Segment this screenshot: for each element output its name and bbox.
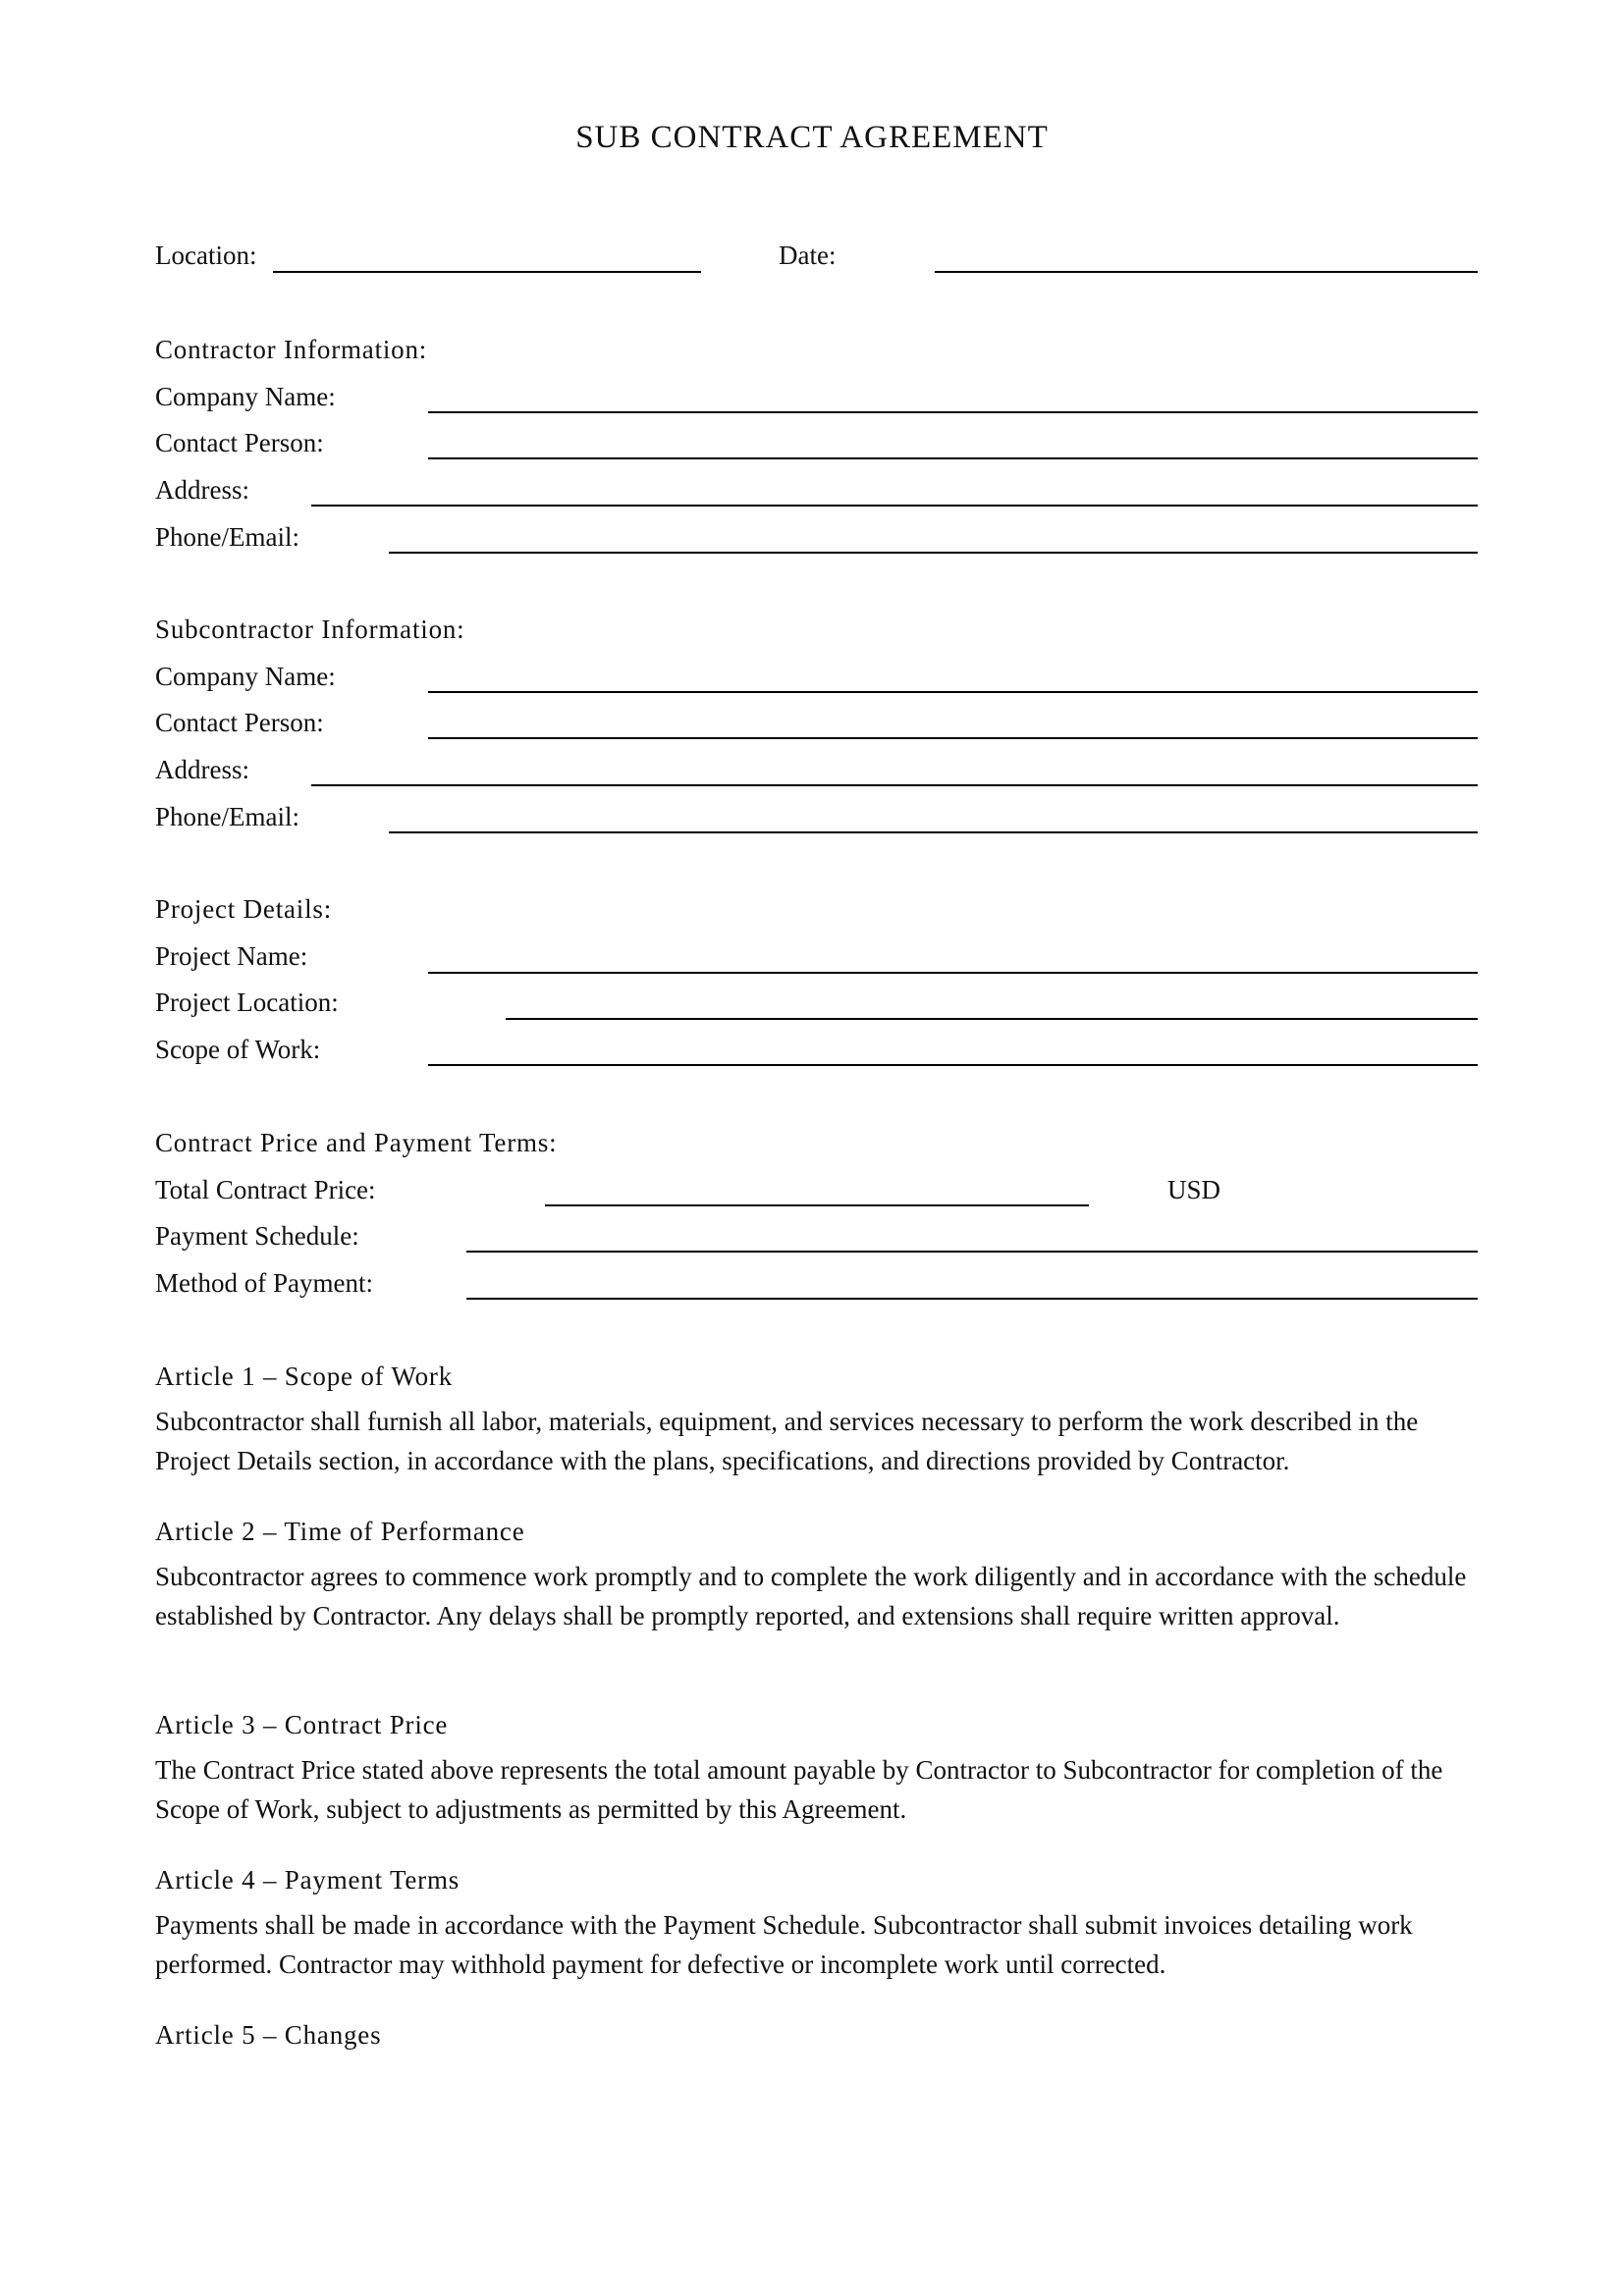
article-5-heading: Article 5 – Changes (155, 2020, 382, 2050)
date-label: Date: (779, 240, 837, 270)
contractor-phone-field[interactable] (389, 552, 1478, 554)
contractor-heading: Contractor Information: (155, 335, 428, 364)
subcontractor-contact-label: Contact Person: (155, 708, 324, 737)
article-4-heading: Article 4 – Payment Terms (155, 1865, 460, 1895)
payment-schedule-field[interactable] (466, 1251, 1478, 1253)
contractor-address-label: Address: (155, 475, 249, 505)
article-2-body: Subcontractor agrees to commence work promptly and to complete the work diligently and in accordance with the schedule established by Contractor. Any delays shall be promptly reported, and extensions shall require written approval. (155, 1562, 1467, 1630)
total-price-label: Total Contract Price: (155, 1175, 376, 1204)
document-title: SUB CONTRACT AGREEMENT (575, 120, 1049, 155)
contractor-contact-label: Contact Person: (155, 428, 324, 457)
project-location-field[interactable] (506, 1018, 1478, 1020)
payment-method-label: Method of Payment: (155, 1268, 373, 1298)
article-2-heading: Article 2 – Time of Performance (155, 1517, 525, 1546)
payment-method-field[interactable] (466, 1298, 1478, 1300)
contractor-address-field[interactable] (311, 505, 1478, 507)
article-3-heading: Article 3 – Contract Price (155, 1710, 449, 1739)
subcontractor-contact-field[interactable] (428, 737, 1478, 739)
contractor-company-field[interactable] (428, 411, 1478, 413)
subcontractor-company-field[interactable] (428, 691, 1478, 693)
contractor-phone-label: Phone/Email: (155, 522, 299, 552)
project-heading: Project Details: (155, 894, 333, 924)
date-field[interactable] (935, 271, 1478, 273)
currency-label: USD (1167, 1175, 1221, 1204)
subcontractor-heading: Subcontractor Information: (155, 614, 465, 644)
article-1-heading: Article 1 – Scope of Work (155, 1362, 454, 1391)
total-price-field[interactable] (545, 1204, 1089, 1206)
subcontractor-company-label: Company Name: (155, 662, 336, 691)
article-1-body: Subcontractor shall furnish all labor, materials, equipment, and services necessary to perform the work described in the Project Details section, in accordance with the plans, specifications, and directions provided by Contractor. (155, 1407, 1419, 1475)
subcontractor-phone-field[interactable] (389, 831, 1478, 833)
location-label: Location: (155, 240, 257, 270)
subcontractor-address-label: Address: (155, 755, 249, 784)
contractor-contact-field[interactable] (428, 457, 1478, 459)
contractor-company-label: Company Name: (155, 382, 336, 411)
scope-of-work-label: Scope of Work: (155, 1035, 321, 1064)
subcontractor-address-field[interactable] (311, 784, 1478, 786)
subcontractor-phone-label: Phone/Email: (155, 802, 299, 831)
article-4-body: Payments shall be made in accordance with the Payment Schedule. Subcontractor shall submit invoices detailing work performed. Contractor may withhold payment for defective or incomplete work until corrected. (155, 1910, 1413, 1979)
project-name-field[interactable] (428, 972, 1478, 974)
scope-of-work-field[interactable] (428, 1064, 1478, 1066)
article-3-body: The Contract Price stated above represents the total amount payable by Contractor to Subcontractor for completion of the Scope of Work, subject to adjustments as permitted by this Agreement. (155, 1755, 1443, 1824)
location-field[interactable] (273, 271, 701, 273)
project-location-label: Project Location: (155, 988, 339, 1017)
payment-schedule-label: Payment Schedule: (155, 1221, 359, 1251)
project-name-label: Project Name: (155, 941, 308, 971)
price-heading: Contract Price and Payment Terms: (155, 1128, 558, 1157)
